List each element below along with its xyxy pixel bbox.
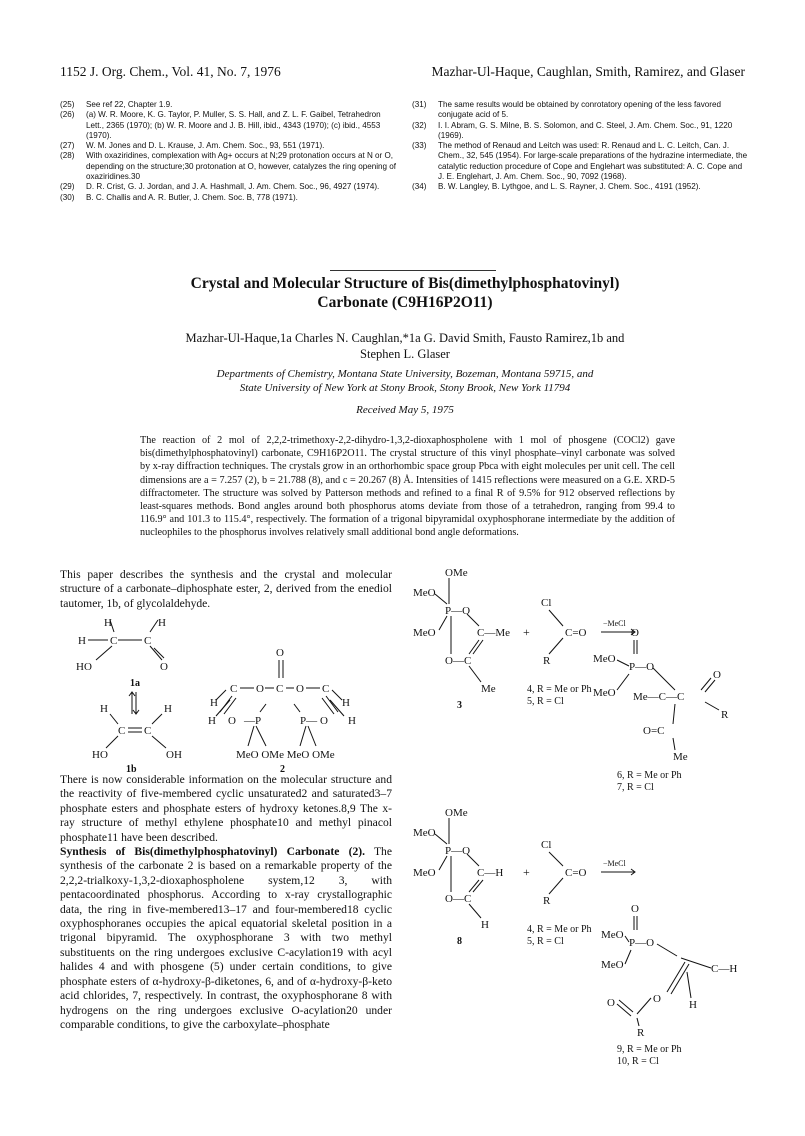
body-continued xyxy=(60,773,392,1032)
atom-c: C xyxy=(110,635,118,647)
structure-4-5-second xyxy=(527,839,592,947)
reference-text: B. C. Challis and A. R. Butler, J. Chem. Soc. B, 778 (1971). xyxy=(86,192,298,202)
atom-h: H xyxy=(210,697,218,709)
structures-1a-1b-2 xyxy=(60,612,400,772)
methoxy-groups: MeO OMe MeO OMe xyxy=(236,749,335,761)
svg-text:O—C: O—C xyxy=(445,893,472,905)
atom-h: H xyxy=(481,919,489,931)
reference-number: (26) xyxy=(60,110,75,120)
reference-item xyxy=(412,100,748,121)
svg-text:P—O: P—O xyxy=(445,845,471,857)
structure-2 xyxy=(208,647,356,772)
intro-paragraph: This paper describes the synthesis and the crystal and molecular structure of a carbonate–diphosphate ester, 2, derived from the enediol tautomer, 1b, of glycolaldehyde. xyxy=(60,568,392,610)
label-3: 3 xyxy=(457,700,462,711)
references-left-column xyxy=(60,100,398,203)
plus-sign: + xyxy=(523,625,530,639)
atom-cl: Cl xyxy=(541,597,552,609)
svg-text:C—H: C—H xyxy=(711,963,738,975)
svg-text:Me—C—C: Me—C—C xyxy=(633,691,685,703)
svg-text:P—O: P—O xyxy=(445,605,471,617)
author-list xyxy=(60,330,750,362)
reference-item xyxy=(60,141,398,151)
atom-h: H xyxy=(342,697,350,709)
svg-text:C=O: C=O xyxy=(565,867,587,879)
atom-meo: MeO xyxy=(593,653,616,665)
atom-h: H xyxy=(689,999,697,1011)
atom-c: C xyxy=(322,683,330,695)
label-5: 5, R = Cl xyxy=(527,696,564,707)
reference-number: (34) xyxy=(412,182,427,192)
reaction-scheme xyxy=(405,566,750,1086)
atom-h: H xyxy=(78,635,86,647)
atom-o: O xyxy=(607,997,615,1009)
atom-h: H xyxy=(104,617,112,629)
authors-line-1: Mazhar-Ul-Haque,1a Charles N. Caughlan,*1a G. David Smith, Fausto Ramirez,1b and xyxy=(185,331,625,345)
atom-meo: MeO xyxy=(413,627,436,639)
atom-meo: MeO xyxy=(413,867,436,879)
atom-meo: MeO xyxy=(601,929,624,941)
received-date: Received May 5, 1975 xyxy=(356,404,454,416)
equilibrium-arrow xyxy=(129,692,139,714)
structure-9-10 xyxy=(601,903,737,1067)
atom-me: Me xyxy=(481,683,496,695)
svg-text:P—O: P—O xyxy=(629,937,655,949)
section-heading: Synthesis of Bis(dimethylphosphatovinyl) Carbonate (2). xyxy=(60,845,365,859)
label-1a: 1a xyxy=(130,678,140,689)
reference-text: See ref 22, Chapter 1.9. xyxy=(86,100,173,109)
atom-r: R xyxy=(637,1027,645,1039)
atom-o: O xyxy=(713,669,721,681)
reference-item xyxy=(412,141,748,182)
reaction-arrow-1 xyxy=(601,619,635,635)
reference-number: (31) xyxy=(412,100,427,109)
reference-item xyxy=(60,110,398,141)
atom-c: C xyxy=(276,683,284,695)
running-header-left: 1152 J. Org. Chem., Vol. 41, No. 7, 1976 xyxy=(60,64,281,79)
atom-ome: OMe xyxy=(445,807,468,819)
svg-text:—P: —P xyxy=(244,715,262,727)
atom-meo: MeO xyxy=(413,827,436,839)
atom-o: O xyxy=(256,683,264,695)
label-5: 5, R = Cl xyxy=(527,936,564,947)
atom-h: H xyxy=(100,703,108,715)
reference-item xyxy=(60,151,398,182)
reference-item xyxy=(60,182,398,192)
reference-number: (32) xyxy=(412,120,427,130)
atom-oh: OH xyxy=(166,749,182,761)
running-header-right: Mazhar-Ul-Haque, Caughlan, Smith, Ramirez, and Glaser xyxy=(431,64,745,79)
atom-ho: HO xyxy=(92,749,108,761)
atom-meo: MeO xyxy=(593,687,616,699)
atom-h: H xyxy=(158,617,166,629)
atom-c: C xyxy=(144,725,152,737)
svg-text:P—: P— xyxy=(300,715,318,727)
authors-line-2: Stephen L. Glaser xyxy=(360,347,450,361)
label-6: 6, R = Me or Ph xyxy=(617,770,682,781)
arrow-label: −MeCl xyxy=(603,619,626,628)
atom-c: C xyxy=(144,635,152,647)
reference-item xyxy=(60,193,398,203)
structure-1a xyxy=(76,617,168,689)
reference-item xyxy=(412,182,748,192)
atom-r: R xyxy=(543,655,551,667)
reference-text: W. M. Jones and D. L. Krause, J. Am. Chem. Soc., 93, 551 (1971). xyxy=(86,141,325,151)
atom-o: O xyxy=(160,661,168,673)
reference-number: (30) xyxy=(60,192,75,202)
atom-o: O xyxy=(320,715,328,727)
atom-ho: HO xyxy=(76,661,92,673)
label-4: 4, R = Me or Ph xyxy=(527,684,592,695)
atom-o: O xyxy=(276,647,284,659)
arrow-label: −MeCl xyxy=(603,859,626,868)
label-9: 9, R = Me or Ph xyxy=(617,1044,682,1055)
structure-8 xyxy=(413,807,503,947)
section-divider xyxy=(330,270,496,271)
svg-text:P—O: P—O xyxy=(629,661,655,673)
atom-cl: Cl xyxy=(541,839,552,851)
atom-r: R xyxy=(543,895,551,907)
reference-text: With oxaziridines, complexation with Ag+ occurs at N;29 protonation occurs at N or O, depending on the structure;30 protonation at O, however, catalyzes the ring opening of oxaziridines.30 xyxy=(86,151,397,182)
atom-c: C xyxy=(118,725,126,737)
references-right-column xyxy=(412,100,748,193)
atom-o: O xyxy=(653,993,661,1005)
affiliation-line-1: Departments of Chemistry, Montana State University, Bozeman, Montana 59715, and xyxy=(216,368,594,380)
reference-number: (27) xyxy=(60,141,75,151)
reference-text: B. W. Langley, B. Lythgoe, and L. S. Rayner, J. Chem. Soc., 4191 (1952). xyxy=(438,182,701,192)
label-4: 4, R = Me or Ph xyxy=(527,924,592,935)
abstract: The reaction of 2 mol of 2,2,2-trimethoxy-2,2-dihydro-1,3,2-dioxaphospholene with 1 mol of phosgene (COCl2) gave bis(dimethylphosphatovinyl) carbonate, C9H16P2O11. The crystal structure of this vinyl phosphate–vinyl carbonate was solved by x-ray diffraction techniques. The crystals grow in an orthorhombic space group Pbca with eight molecules per unit cell. The cell dimensions are a = 7.257 (2), b = 21.788 (8), and c = 20.267 (8) Å. Intensities of 1415 reflections were measured on a G.E. XRD-5 diffractometer. The structure was solved by Patterson methods and refined to a final R of 9.5% for 912 observed reflections by least-squares methods. Bond angles around both phosphorus atoms deviate from those of a tetrahedron, ranging from 99.4 to 116.9° and 101.3 to 115.4°, respectively. The formation of a trigonal bipyramidal oxyphosphorane intermediate by the addition of nucleophiles to the phosphorus involves relatively small additional bond angle deformations. xyxy=(140,435,675,539)
svg-text:C—Me: C—Me xyxy=(477,627,510,639)
structure-4-5 xyxy=(527,597,592,707)
label-10: 10, R = Cl xyxy=(617,1056,659,1067)
structure-3 xyxy=(413,567,510,711)
atom-o: O xyxy=(631,903,639,915)
reference-number: (25) xyxy=(60,100,75,109)
atom-meo: MeO xyxy=(413,587,436,599)
plus-sign: + xyxy=(523,865,530,879)
reference-text: I. I. Abram, G. S. Milne, B. S. Solomon, and C. Steel, J. Am. Chem. Soc., 91, 1220 (1969). xyxy=(438,120,733,140)
atom-r: R xyxy=(721,709,729,721)
article-title xyxy=(60,274,750,312)
atom-c: C xyxy=(230,683,238,695)
svg-text:C—H: C—H xyxy=(477,867,504,879)
reference-text: The same results would be obtained by conrotatory opening of the less favored conjugate acid of 5. xyxy=(438,100,722,120)
title-line-1: Crystal and Molecular Structure of Bis(dimethylphosphatovinyl) xyxy=(190,275,620,292)
title-line-2: Carbonate (C9H16P2O11) xyxy=(317,294,493,311)
reference-number: (33) xyxy=(412,141,427,151)
atom-meo: MeO xyxy=(601,959,624,971)
reference-text: D. R. Crist, G. J. Jordan, and J. A. Hashmall, J. Am. Chem. Soc., 96, 4927 (1974). xyxy=(86,182,380,192)
affiliation-line-2: State University of New York at Stony Brook, Stony Brook, New York 11794 xyxy=(239,382,571,394)
atom-h: H xyxy=(208,715,216,727)
reference-text: (a) W. R. Moore, K. G. Taylor, P. Muller, S. S. Hall, and Z. L. F. Gaibel, Tetrahedron Lett., 2365 (1970); (b) W. R. Moore and J. B. Hill, ibid., 4343 (1970); (c) ibid., 4553 (1970). xyxy=(86,110,381,140)
label-7: 7, R = Cl xyxy=(617,782,654,793)
paragraph-3 xyxy=(60,845,392,1032)
reference-number: (29) xyxy=(60,182,75,192)
affiliations xyxy=(60,367,750,395)
atom-me: Me xyxy=(673,751,688,763)
atom-o: O xyxy=(631,627,639,639)
atom-h: H xyxy=(348,715,356,727)
svg-text:C=O: C=O xyxy=(565,627,587,639)
reference-number: (28) xyxy=(60,151,75,161)
atom-o: O xyxy=(296,683,304,695)
label-1b: 1b xyxy=(126,764,137,772)
paragraph-2: There is now considerable information on the molecular structure and the reactivity of five-membered cyclic unsaturated2 and saturated3–7 phosphate esters and phosphate esters of hydroxy ketones.8,9 The x-ray structure of methyl ethylene phosphate10 and methyl pinacol phosphate11 have been described. xyxy=(60,773,392,844)
reference-item xyxy=(60,100,398,110)
atom-o: O xyxy=(228,715,236,727)
reference-item xyxy=(412,121,748,142)
atom-h: H xyxy=(164,703,172,715)
svg-text:O—C: O—C xyxy=(445,655,472,667)
label-8: 8 xyxy=(457,936,462,947)
svg-text:O=C: O=C xyxy=(643,725,665,737)
section-body: The synthesis of the carbonate 2 is based on a remarkable property of the 2,2,2-trialkoxy-1,3,2-dioxaphospholene system,12 3, with pentacoordinated phosphorus. According to x-ray crystallographic data, the ring in five-membered13–17 and four-membered18 cyclic oxyphosphoranes occupies the apical equatorial skeletal position in a trigonal bipyramid. The oxyphosphorane 3 with two methyl substituents on the ring undergoes exclusive C-acylation19 with acyl halides 4 and with phosgene (5) under certain conditions, to give phosphate esters of α-hydroxy-β-diketones, 6, and of α-hydroxy-β-keto acid chlorides, 7, respectively. In contrast, the oxyphosphorane 8 with hydrogens on the ring undergoes exclusive O-acylation20 under comparable conditions, to give the carboxylate–phosphate xyxy=(60,845,392,1031)
structure-6-7 xyxy=(593,627,729,793)
reference-text: The method of Renaud and Leitch was used: R. Renaud and L. C. Leitch, Can. J. Chem., 32, 545 (1954). For large-scale preparations of the hydrazine intermediate, the catalytic reduction procedure of Cope and Englehart was substituted: A. C. Cope and J. E. Englehart, J. Am. Chem. Soc., 90, 7092 (1968). xyxy=(438,141,748,182)
atom-ome: OMe xyxy=(445,567,468,579)
label-2: 2 xyxy=(280,764,285,772)
reaction-arrow-2 xyxy=(601,859,635,875)
